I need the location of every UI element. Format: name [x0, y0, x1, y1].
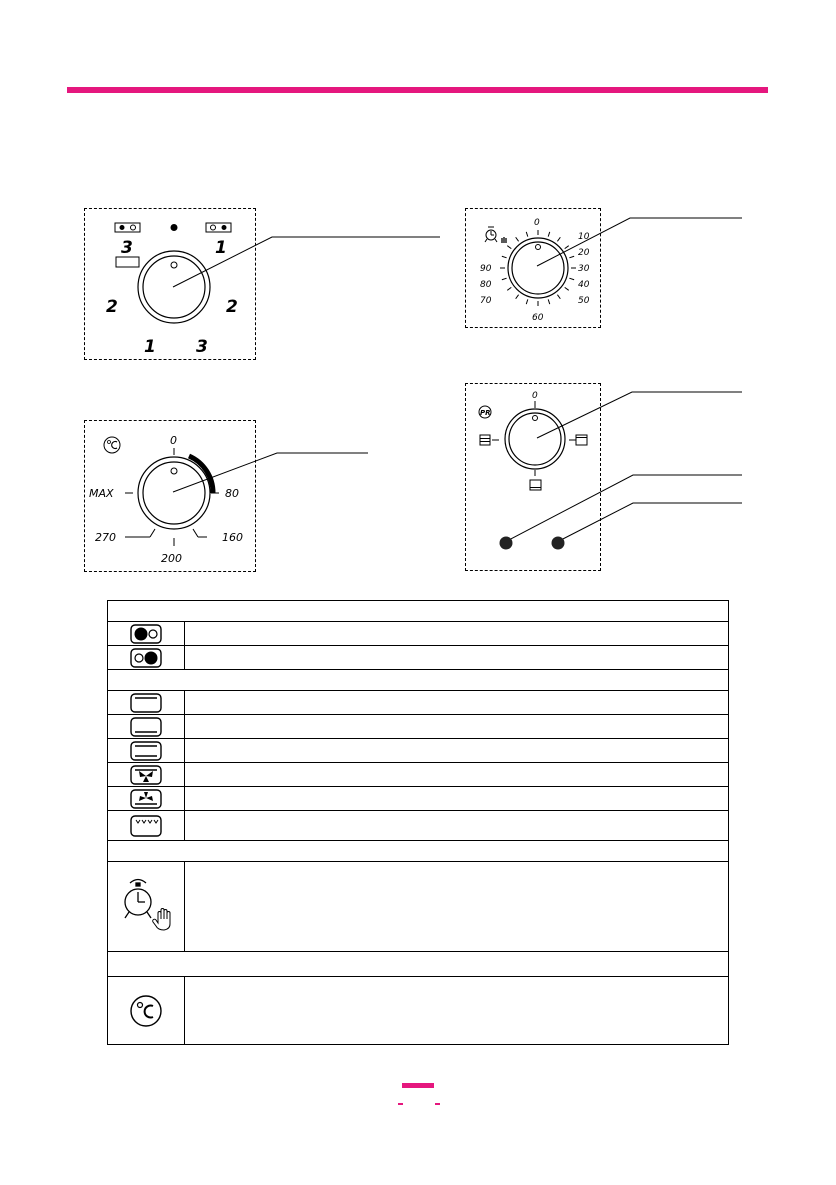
- center-dot: [171, 224, 178, 231]
- label-2-left: 2: [106, 297, 118, 317]
- temp-max: MAX: [89, 487, 114, 500]
- svg-text:PR: PR: [480, 409, 491, 417]
- legend-row: [108, 763, 729, 787]
- legend-row: [108, 862, 729, 952]
- legend-row: [108, 787, 729, 811]
- top-heater-icon: [576, 435, 587, 445]
- timer-80: 80: [480, 280, 492, 290]
- legend-row: [108, 622, 729, 646]
- timer-tick: [502, 256, 507, 258]
- alarm-hand-icon: [485, 227, 506, 243]
- timer-tick: [526, 232, 528, 237]
- fan-bottom-icon: [130, 789, 162, 809]
- indicator-lamp-1: [500, 537, 513, 550]
- temp-80: 80: [225, 487, 239, 500]
- legend-row: [108, 739, 729, 763]
- legend-header-row: [108, 601, 729, 622]
- page-number-bar: [402, 1083, 434, 1088]
- temp-160: 160: [222, 531, 243, 544]
- temp-270: 270: [95, 531, 116, 544]
- temp-200: 200: [161, 552, 182, 565]
- timer-tick: [557, 295, 560, 299]
- celsius-icon: [104, 437, 120, 453]
- timer-70: 70: [480, 296, 492, 306]
- selector-knob[interactable]: [138, 251, 210, 323]
- timer-tick: [526, 299, 528, 304]
- timer-knob[interactable]: [508, 238, 568, 298]
- dot-right-icon: [130, 648, 162, 668]
- timer-40: 40: [578, 280, 590, 290]
- bottom-heater-icon: [530, 480, 541, 490]
- timer-tick: [565, 246, 569, 249]
- timer-50: 50: [578, 296, 590, 306]
- legend-row: [108, 646, 729, 670]
- timer-90: 90: [480, 264, 492, 274]
- timer-tick: [502, 278, 507, 280]
- timer-tick: [569, 256, 574, 258]
- timer-hand-icon: [118, 875, 174, 939]
- top-heat-icon: [130, 693, 162, 713]
- thermostat-panel: [84, 420, 256, 572]
- legend-header-row: [108, 670, 729, 691]
- selector-panel: [84, 208, 256, 360]
- page-marker-left: [398, 1103, 403, 1105]
- timer-tick: [557, 237, 560, 241]
- legend-header-row: [108, 841, 729, 862]
- legend-row: [108, 715, 729, 739]
- function-knob[interactable]: [505, 409, 565, 469]
- fan-top-icon: [130, 765, 162, 785]
- timer-tick: [516, 237, 519, 241]
- dot-left-icon: [115, 223, 140, 232]
- timer-tick: [548, 299, 550, 304]
- function-0: 0: [532, 391, 538, 401]
- label-1-bottom: 1: [144, 337, 156, 357]
- legend-row: [108, 691, 729, 715]
- timer-panel: [465, 208, 601, 328]
- grill-icon: [130, 815, 162, 837]
- timer-tick: [507, 246, 511, 249]
- timer-10: 10: [578, 232, 590, 242]
- legend-table: [107, 600, 729, 1045]
- timer-tick: [507, 287, 511, 290]
- side-heater-icon: [480, 435, 490, 445]
- timer-0: 0: [534, 218, 540, 228]
- label-1-top: 1: [215, 238, 227, 258]
- thermostat-knob[interactable]: [138, 457, 210, 529]
- celsius-icon: [129, 994, 163, 1028]
- label-2-right: 2: [226, 297, 238, 317]
- dot-left-icon: [130, 624, 162, 644]
- timer-tick: [516, 295, 519, 299]
- legend-row: [108, 811, 729, 841]
- timer-tick: [565, 287, 569, 290]
- top-bottom-heat-icon: [130, 741, 162, 761]
- label-3-top: 3: [121, 238, 133, 258]
- temp-0: 0: [170, 434, 177, 447]
- bottom-heat-icon: [130, 717, 162, 737]
- indicator-window: [116, 257, 139, 267]
- legend-header-row: [108, 952, 729, 977]
- dot-right-icon: [206, 223, 231, 232]
- timer-30: 30: [578, 264, 590, 274]
- pr-icon: [479, 406, 491, 418]
- timer-tick: [569, 278, 574, 280]
- timer-20: 20: [578, 248, 590, 258]
- legend-row: [108, 977, 729, 1045]
- timer-tick: [548, 232, 550, 237]
- label-3-bottom: 3: [196, 337, 208, 357]
- page-marker-right: [435, 1103, 440, 1105]
- function-panel: [465, 383, 601, 571]
- indicator-lamp-2: [552, 537, 565, 550]
- timer-60: 60: [532, 313, 544, 323]
